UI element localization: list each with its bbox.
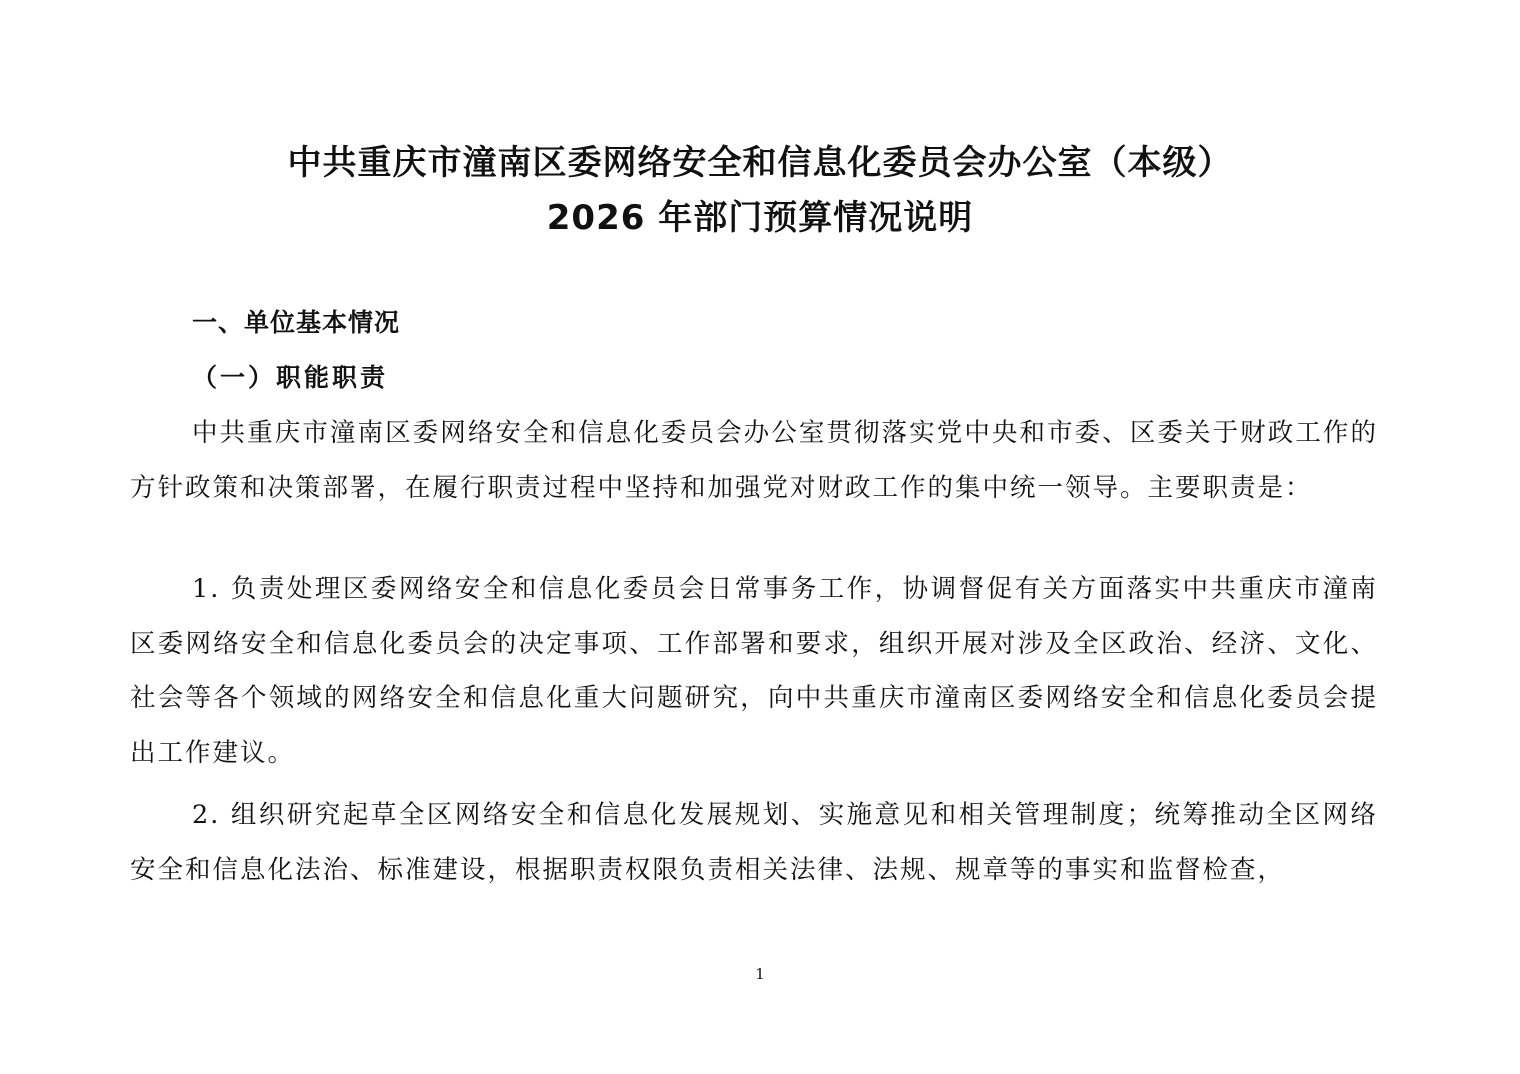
paragraph-duty-1: 1. 负责处理区委网络安全和信息化委员会日常事务工作，协调督促有关方面落实中共重庆市潼南区委网络安全和信息化委员会的决定事项、工作部署和要求，组织开展对涉及全区政治、经济、文化、社会等各个领域的网络安全和信息化重大问题研究，向中共重庆市潼南区委网络安全和信息化委员会提出工作建议。 [130,574,1378,768]
paragraph-duties-intro: 中共重庆市潼南区委网络安全和信息化委员会办公室贯彻落实党中央和市委、区委关于财政工作的方针政策和决策部署，在履行职责过程中坚持和加强党对财政工作的集中统一领导。主要职责是： [130,418,1378,503]
document-title-line-2: 2026 年部门预算情况说明 [546,198,974,238]
subsection-heading: （一）职能职责 [192,363,389,392]
document-title-line-1: 中共重庆市潼南区委网络安全和信息化委员会办公室（本级） [287,143,1233,183]
section-heading: 一、单位基本情况 [192,308,401,337]
paragraph-duty-2: 2. 组织研究起草全区网络安全和信息化发展规划、实施意见和相关管理制度；统筹推动全区网络安全和信息化法治、标准建设，根据职责权限负责相关法律、法规、规章等的事实和监督检查， [130,800,1378,885]
page-number: 1 [755,965,765,983]
